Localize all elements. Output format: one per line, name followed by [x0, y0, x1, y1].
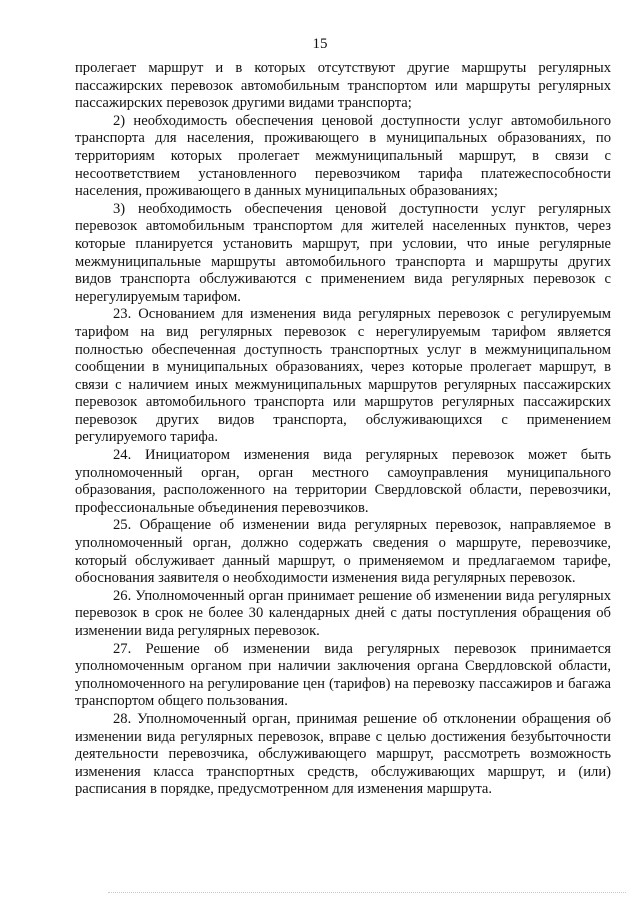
paragraph-clause-27: 27. Решение об изменении вида регулярных перевозок принимается уполномоченным органом при наличии заключения органа Свердловской области, уполномоченного на регулирование цен (тарифов) на перевозку пассажиров и багажа транспортом общего пользования.	[75, 640, 611, 710]
paragraph-continuation: пролегает маршрут и в которых отсутствуют другие маршруты регулярных пассажирских перевозок автомобильным транспортом или маршруты регулярных пассажирских перевозок другими видами транспорта;	[75, 60, 611, 112]
paragraph-clause-28: 28. Уполномоченный орган, принимая решение об отклонении обращения об изменении вида регулярных перевозок, вправе с целью достижения безубыточности деятельности перевозчика, обслуживающего маршрут, рассмотреть возможность изменения класса транспортных средств, обслуживающих маршрут, и (или) расписания в порядке, предусмотренном для изменения маршрута.	[75, 710, 611, 798]
paragraph-item-3: 3) необходимость обеспечения ценовой доступности услуг регулярных перевозок автомобильным транспортом для жителей населенных пунктов, через которые планируется установить маршрут, при условии, что иные регулярные межмуниципальные маршруты автомобильного транспорта и маршруты других видов транспорта обслуживаются с применением вида регулярных перевозок с нерегулируемым тарифом.	[75, 200, 611, 305]
page-number: 15	[312, 36, 328, 52]
paragraph-clause-23: 23. Основанием для изменения вида регулярных перевозок с регулируемым тарифом на вид регулярных перевозок с нерегулируемым тарифом является полностью обеспеченная доступность транспортных услуг в межмуниципальном сообщении в муниципальных образованиях, через которые пролегает маршрут, в связи с наличием иных межмуниципальных маршрутов регулярных пассажирских перевозок автомобильного транспорта или маршрутов регулярных пассажирских перевозок других видов транспорта, обслуживающихся с применением регулируемого тарифа.	[75, 306, 611, 446]
document-body	[75, 60, 611, 799]
paragraph-clause-25: 25. Обращение об изменении вида регулярных перевозок, направляемое в уполномоченный орган, должно содержать сведения о маршруте, перевозчике, который обслуживает данный маршрут, о применяемом и предлагаемом тарифе, обоснования заявителя о необходимости изменения вида регулярных перевозок.	[75, 517, 611, 587]
paragraph-clause-24: 24. Инициатором изменения вида регулярных перевозок может быть уполномоченный орган, орган местного самоуправления муниципального образования, расположенного на территории Свердловской области, перевозчики, профессиональные объединения перевозчиков.	[75, 447, 611, 516]
scan-edge-line	[108, 892, 626, 893]
paragraph-clause-26: 26. Уполномоченный орган принимает решение об изменении вида регулярных перевозок в срок не более 30 календарных дней с даты поступления обращения об изменении вида регулярных перевозок.	[75, 587, 611, 639]
paragraph-item-2: 2) необходимость обеспечения ценовой доступности услуг автомобильного транспорта для населения, проживающего в муниципальных образованиях, по территориям которых пролегает межмуниципальный маршрут, в связи с несоответствием установленного перевозчиком тарифа платежеспособности населения, проживающего в данных муниципальных образованиях;	[75, 112, 611, 200]
